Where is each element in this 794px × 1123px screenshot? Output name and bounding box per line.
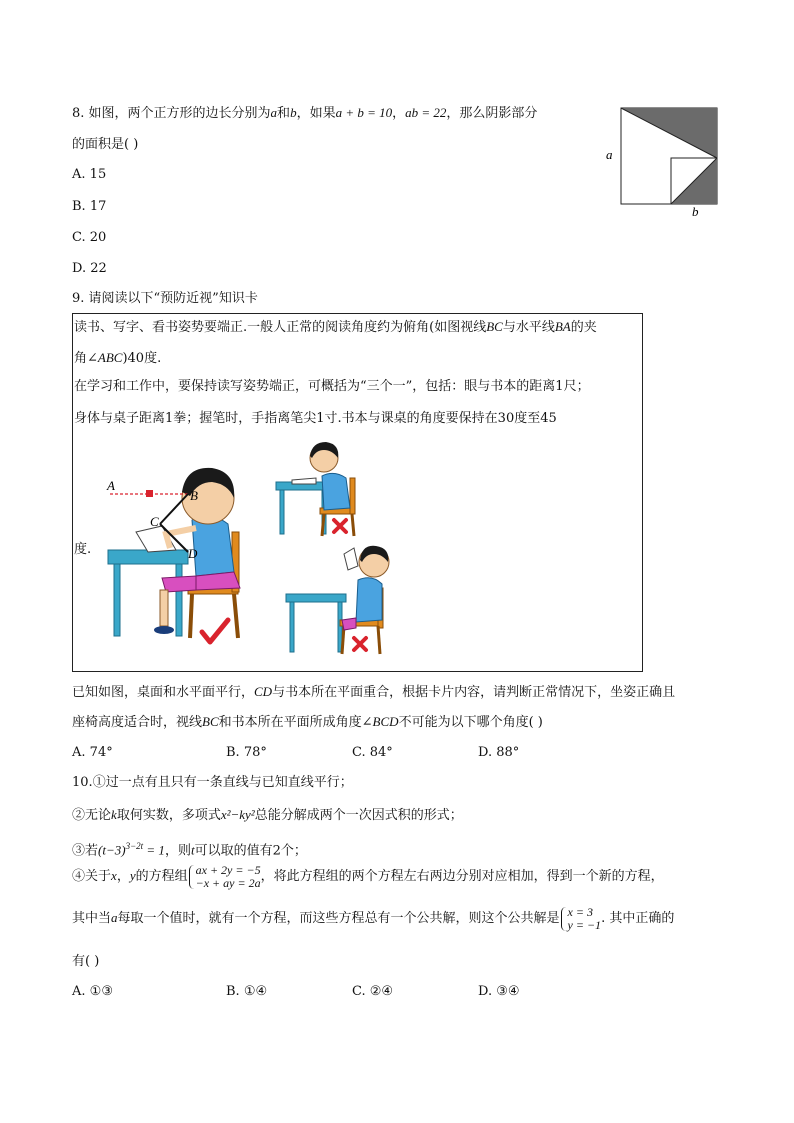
wrong-posture-illustration-2 <box>282 540 406 660</box>
card-line4: 身体与桌子距离1拳；握笔时，手指离笔尖1寸.书本与课桌的角度要保持在30度至45 <box>74 411 557 426</box>
point-d-label: D <box>188 546 198 561</box>
q10-statement-2 <box>72 806 463 825</box>
q8-text: 和 <box>277 106 291 121</box>
q10-text: 每取一个值时，就有一个方程，而这些方程总有一个公共解，则这个公共解是 <box>117 911 560 926</box>
q10-text: 的方程组 <box>135 869 188 884</box>
q8-stem-line1 <box>72 104 537 123</box>
var-a: a <box>111 910 118 925</box>
equation-2: −x + ay = 2a <box>195 875 261 890</box>
point-a-label: A <box>107 478 115 493</box>
var-bc: BC <box>486 319 503 334</box>
boy-shirt <box>192 516 234 576</box>
option-label: B. <box>226 745 240 760</box>
q8-var-a: a <box>270 105 278 120</box>
card-text: )40度. <box>122 351 162 366</box>
equation-1: ax + 2y = −5 <box>195 862 261 877</box>
q10-text: ， <box>116 869 130 884</box>
q10-statement-3 <box>72 837 307 860</box>
solution-y: y = −1 <box>567 917 602 932</box>
q9-text: 座椅高度适合时，视线 <box>72 715 203 730</box>
option-value: 84° <box>369 745 393 760</box>
card-text: 角 <box>74 351 88 366</box>
card-text: 的夹 <box>570 320 597 335</box>
angle-bcd: ∠BCD <box>361 714 399 729</box>
q10-text: ，将此方程组的两个方程左右两边分别对应相加，得到一个新的方程， <box>260 869 664 884</box>
q10-statement-1 <box>72 774 353 792</box>
option-value: 15 <box>89 167 107 182</box>
q8-text: ， <box>392 106 406 121</box>
var-t: t <box>190 842 195 858</box>
cross-mark-icon <box>354 638 366 650</box>
option-value: 17 <box>89 199 107 214</box>
option-label: A. <box>72 745 86 760</box>
var-ba: BA <box>554 319 571 334</box>
circled-number-2: ② <box>72 808 86 823</box>
q8-eq2: ab = 22 <box>405 105 447 120</box>
q10-text: 关于 <box>85 869 112 884</box>
option-label: A. <box>72 167 86 182</box>
option-label: B. <box>226 984 240 999</box>
option-label: A. <box>72 984 86 999</box>
q10-text: . 其中正确的 <box>601 911 675 926</box>
card-text: 读书、写字、看书姿势要端正.一般人正常的阅读角度约为俯角(如图视线 <box>74 320 487 335</box>
q8-text: 8. 如图，两个正方形的边长分别为 <box>72 106 271 121</box>
q9-option-d[interactable] <box>478 744 519 762</box>
q9-question-line1 <box>72 683 675 702</box>
q10-statement-4 <box>72 862 664 891</box>
q8-var-b: b <box>290 105 297 120</box>
power-exponent: 3−2t <box>125 841 144 851</box>
wrong-posture-illustration-1 <box>272 436 372 540</box>
q10-number: 10. <box>72 775 93 790</box>
polynomial: x²−ky² <box>220 807 255 822</box>
equation-rhs: = 1 <box>143 842 165 858</box>
q10-option-c[interactable] <box>352 983 393 1001</box>
option-label: C. <box>352 984 366 999</box>
q10-text: 可以取的值有2个； <box>194 843 307 859</box>
sight-line-bc <box>160 494 188 524</box>
q9-text: 已知如图，桌面和水平面平行， <box>72 685 255 700</box>
q8-stem-line2: 的面积是( ) <box>72 137 139 152</box>
circled-number-4: ④ <box>72 869 86 884</box>
q8-text: ，那么阴影部分 <box>446 106 538 121</box>
q9-option-c[interactable] <box>352 744 393 762</box>
option-label: B. <box>72 199 86 214</box>
check-mark-icon <box>202 620 228 642</box>
card-line2 <box>74 349 161 368</box>
option-value: 22 <box>90 261 107 276</box>
cross-mark-icon <box>334 520 346 532</box>
q9-option-a[interactable] <box>72 744 113 762</box>
q9-intro: 9. 请阅读以下“预防近视”知识卡 <box>72 291 258 306</box>
var-cd: CD <box>254 684 273 699</box>
circled-number-1: ① <box>92 775 106 790</box>
q9-option-b[interactable] <box>226 744 267 762</box>
label-a: a <box>606 147 613 162</box>
option-value: ③④ <box>496 984 520 999</box>
solution-x: x = 3 <box>567 904 593 919</box>
option-label: D. <box>72 261 87 276</box>
var-y: y <box>129 868 136 883</box>
q10-option-b[interactable] <box>226 983 267 1001</box>
q8-squares-figure <box>600 100 730 222</box>
q10-statement-4-line2 <box>72 904 674 933</box>
var-bc: BC <box>202 714 219 729</box>
q10-text: 若 <box>85 843 99 859</box>
option-value: 74° <box>89 745 113 760</box>
q8-option-a[interactable] <box>72 166 106 184</box>
point-b-label: B <box>190 488 198 503</box>
correct-posture-illustration <box>100 452 270 652</box>
card-line5: 度. <box>74 542 92 557</box>
option-label: C. <box>72 230 86 245</box>
angle-abc: ∠ABC <box>87 350 123 365</box>
var-x: x <box>111 868 117 883</box>
card-line3: 在学习和工作中，要保持读写姿势端正，可概括为“三个一”，包括：眼与书本的距离1尺； <box>74 379 590 394</box>
label-b: b <box>692 204 699 219</box>
q8-text: ，如果 <box>296 106 336 121</box>
option-value: 20 <box>89 230 107 245</box>
equation-system <box>188 864 261 890</box>
q10-text: ，则 <box>164 843 191 859</box>
q8-option-d[interactable] <box>72 260 107 278</box>
option-label: D. <box>478 745 493 760</box>
q9-text: 和书本所在平面所成角度 <box>218 715 362 730</box>
option-value: 88° <box>496 745 520 760</box>
q10-option-d[interactable] <box>478 983 520 1001</box>
q10-text: 过一点有且只有一条直线与已知直线平行； <box>105 775 353 790</box>
q10-text: 总能分解成两个一次因式积的形式； <box>254 808 463 823</box>
q10-text: 其中当 <box>72 911 112 926</box>
var-k: k <box>111 807 117 822</box>
q8-eq1: a + b = 10 <box>335 105 393 120</box>
power-base: (t−3) <box>98 842 126 858</box>
option-label: D. <box>478 984 493 999</box>
option-value: ①③ <box>89 984 113 999</box>
circled-number-3: ③ <box>72 843 86 859</box>
option-label: C. <box>352 745 366 760</box>
q9-text: 与书本所在平面重合，根据卡片内容，请判断正常情况下，坐姿正确且 <box>272 685 676 700</box>
q8-option-b[interactable] <box>72 198 106 216</box>
option-value: 78° <box>243 745 267 760</box>
q10-statement-4-line3: 有( ) <box>72 954 100 969</box>
solution-system <box>560 906 602 932</box>
option-value: ②④ <box>369 984 394 999</box>
q9-question-line2 <box>72 713 543 732</box>
card-text: 与水平线 <box>502 320 555 335</box>
option-value: ①④ <box>243 984 268 999</box>
q10-text: 取何实数，多项式 <box>116 808 221 823</box>
card-line1 <box>74 318 597 337</box>
q10-text: 无论 <box>85 808 112 823</box>
q8-option-c[interactable] <box>72 229 106 247</box>
q10-option-a[interactable] <box>72 983 113 1001</box>
point-c-label: C <box>150 514 159 529</box>
q9-text: 不可能为以下哪个角度( ) <box>398 715 543 730</box>
